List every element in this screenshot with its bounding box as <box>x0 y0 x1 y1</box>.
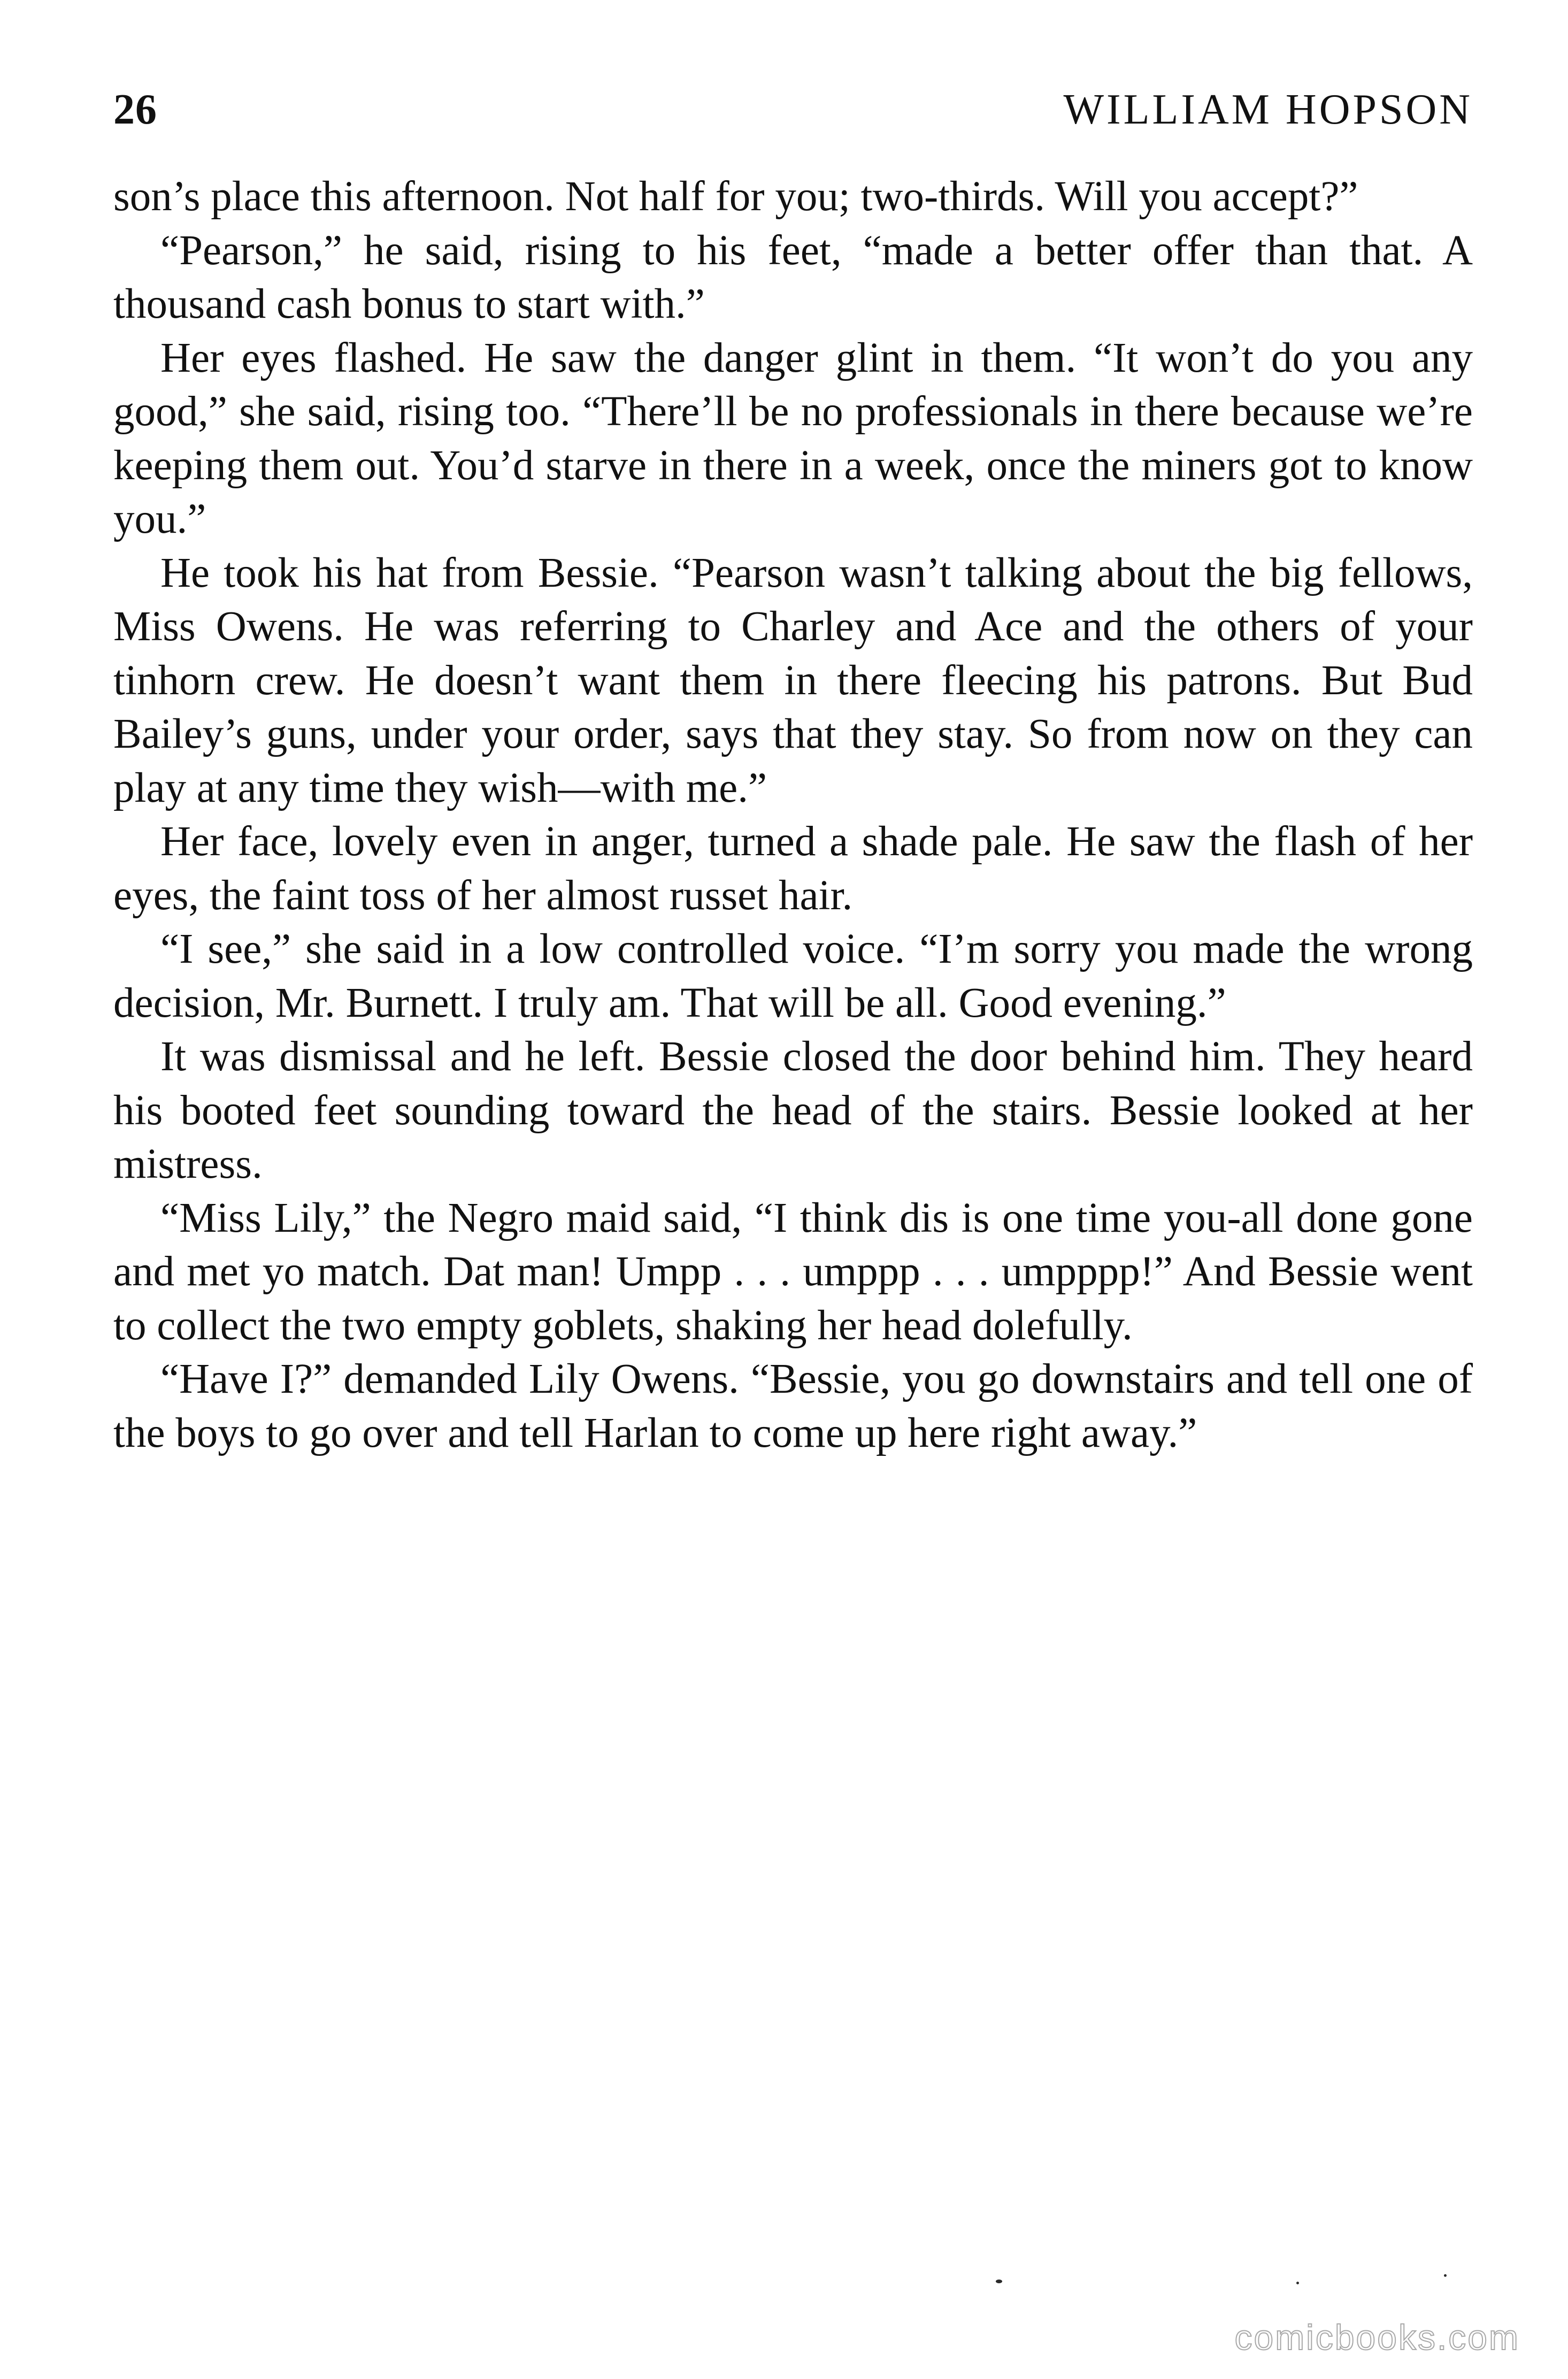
author-name: WILLIAM HOPSON <box>1063 86 1473 133</box>
scan-speck <box>996 2280 1002 2283</box>
paragraph: “Have I?” demanded Lily Owens. “Bessie, you go downstairs and tell one of the boys to go over and tell Harlan to come up here right away.” <box>113 1356 1473 1456</box>
scan-speck <box>1296 2282 1299 2284</box>
paragraph: Her face, lovely even in anger, turned a shade pale. He saw the flash of her eyes, the faint toss of her almost russet hair. <box>113 818 1473 919</box>
running-head <box>113 80 1473 139</box>
paragraph: “Miss Lily,” the Negro maid said, “I think dis is one time you-all done gone and met yo match. Dat man! Umpp . . . umppp . . . umpppp!” And Bessie went to collect the two empty goblets, shaking her head dolefully. <box>113 1194 1473 1349</box>
scan-speck <box>1444 2274 1447 2277</box>
paragraph-continued: son’s place this afternoon. Not half for you; two-thirds. Will you accept?” <box>113 173 1358 220</box>
page-number: 26 <box>113 86 157 133</box>
paragraph: It was dismissal and he left. Bessie closed the door behind him. They heard his booted feet sounding toward the head of the stairs. Bessie looked at her mistress. <box>113 1033 1473 1187</box>
watermark: comicbooks.com <box>1234 2317 1520 2357</box>
paragraph: Her eyes flashed. He saw the danger glint in them. “It won’t do you any good,” she said, rising too. “There’ll be no professionals in there because we’re keeping them out. You’d starve in there in a week, once the miners got to know you.” <box>113 334 1473 542</box>
paragraph: “Pearson,” he said, rising to his feet, “made a better offer than that. A thousand cash bonus to start with.” <box>113 227 1473 327</box>
body-text <box>113 170 1473 1460</box>
paragraph: He took his hat from Bessie. “Pearson wasn’t talking about the big fellows, Miss Owens. He was referring to Charley and Ace and the others of your tinhorn crew. He doesn’t want them in there fleecing his patrons. But Bud Bailey’s guns, under your order, says that they stay. So from now on they can play at any time they wish—with me.” <box>113 549 1473 811</box>
paragraph: “I see,” she said in a low controlled voice. “I’m sorry you made the wrong decision, Mr. Burnett. I truly am. That will be all. Good evening.” <box>113 926 1473 1026</box>
